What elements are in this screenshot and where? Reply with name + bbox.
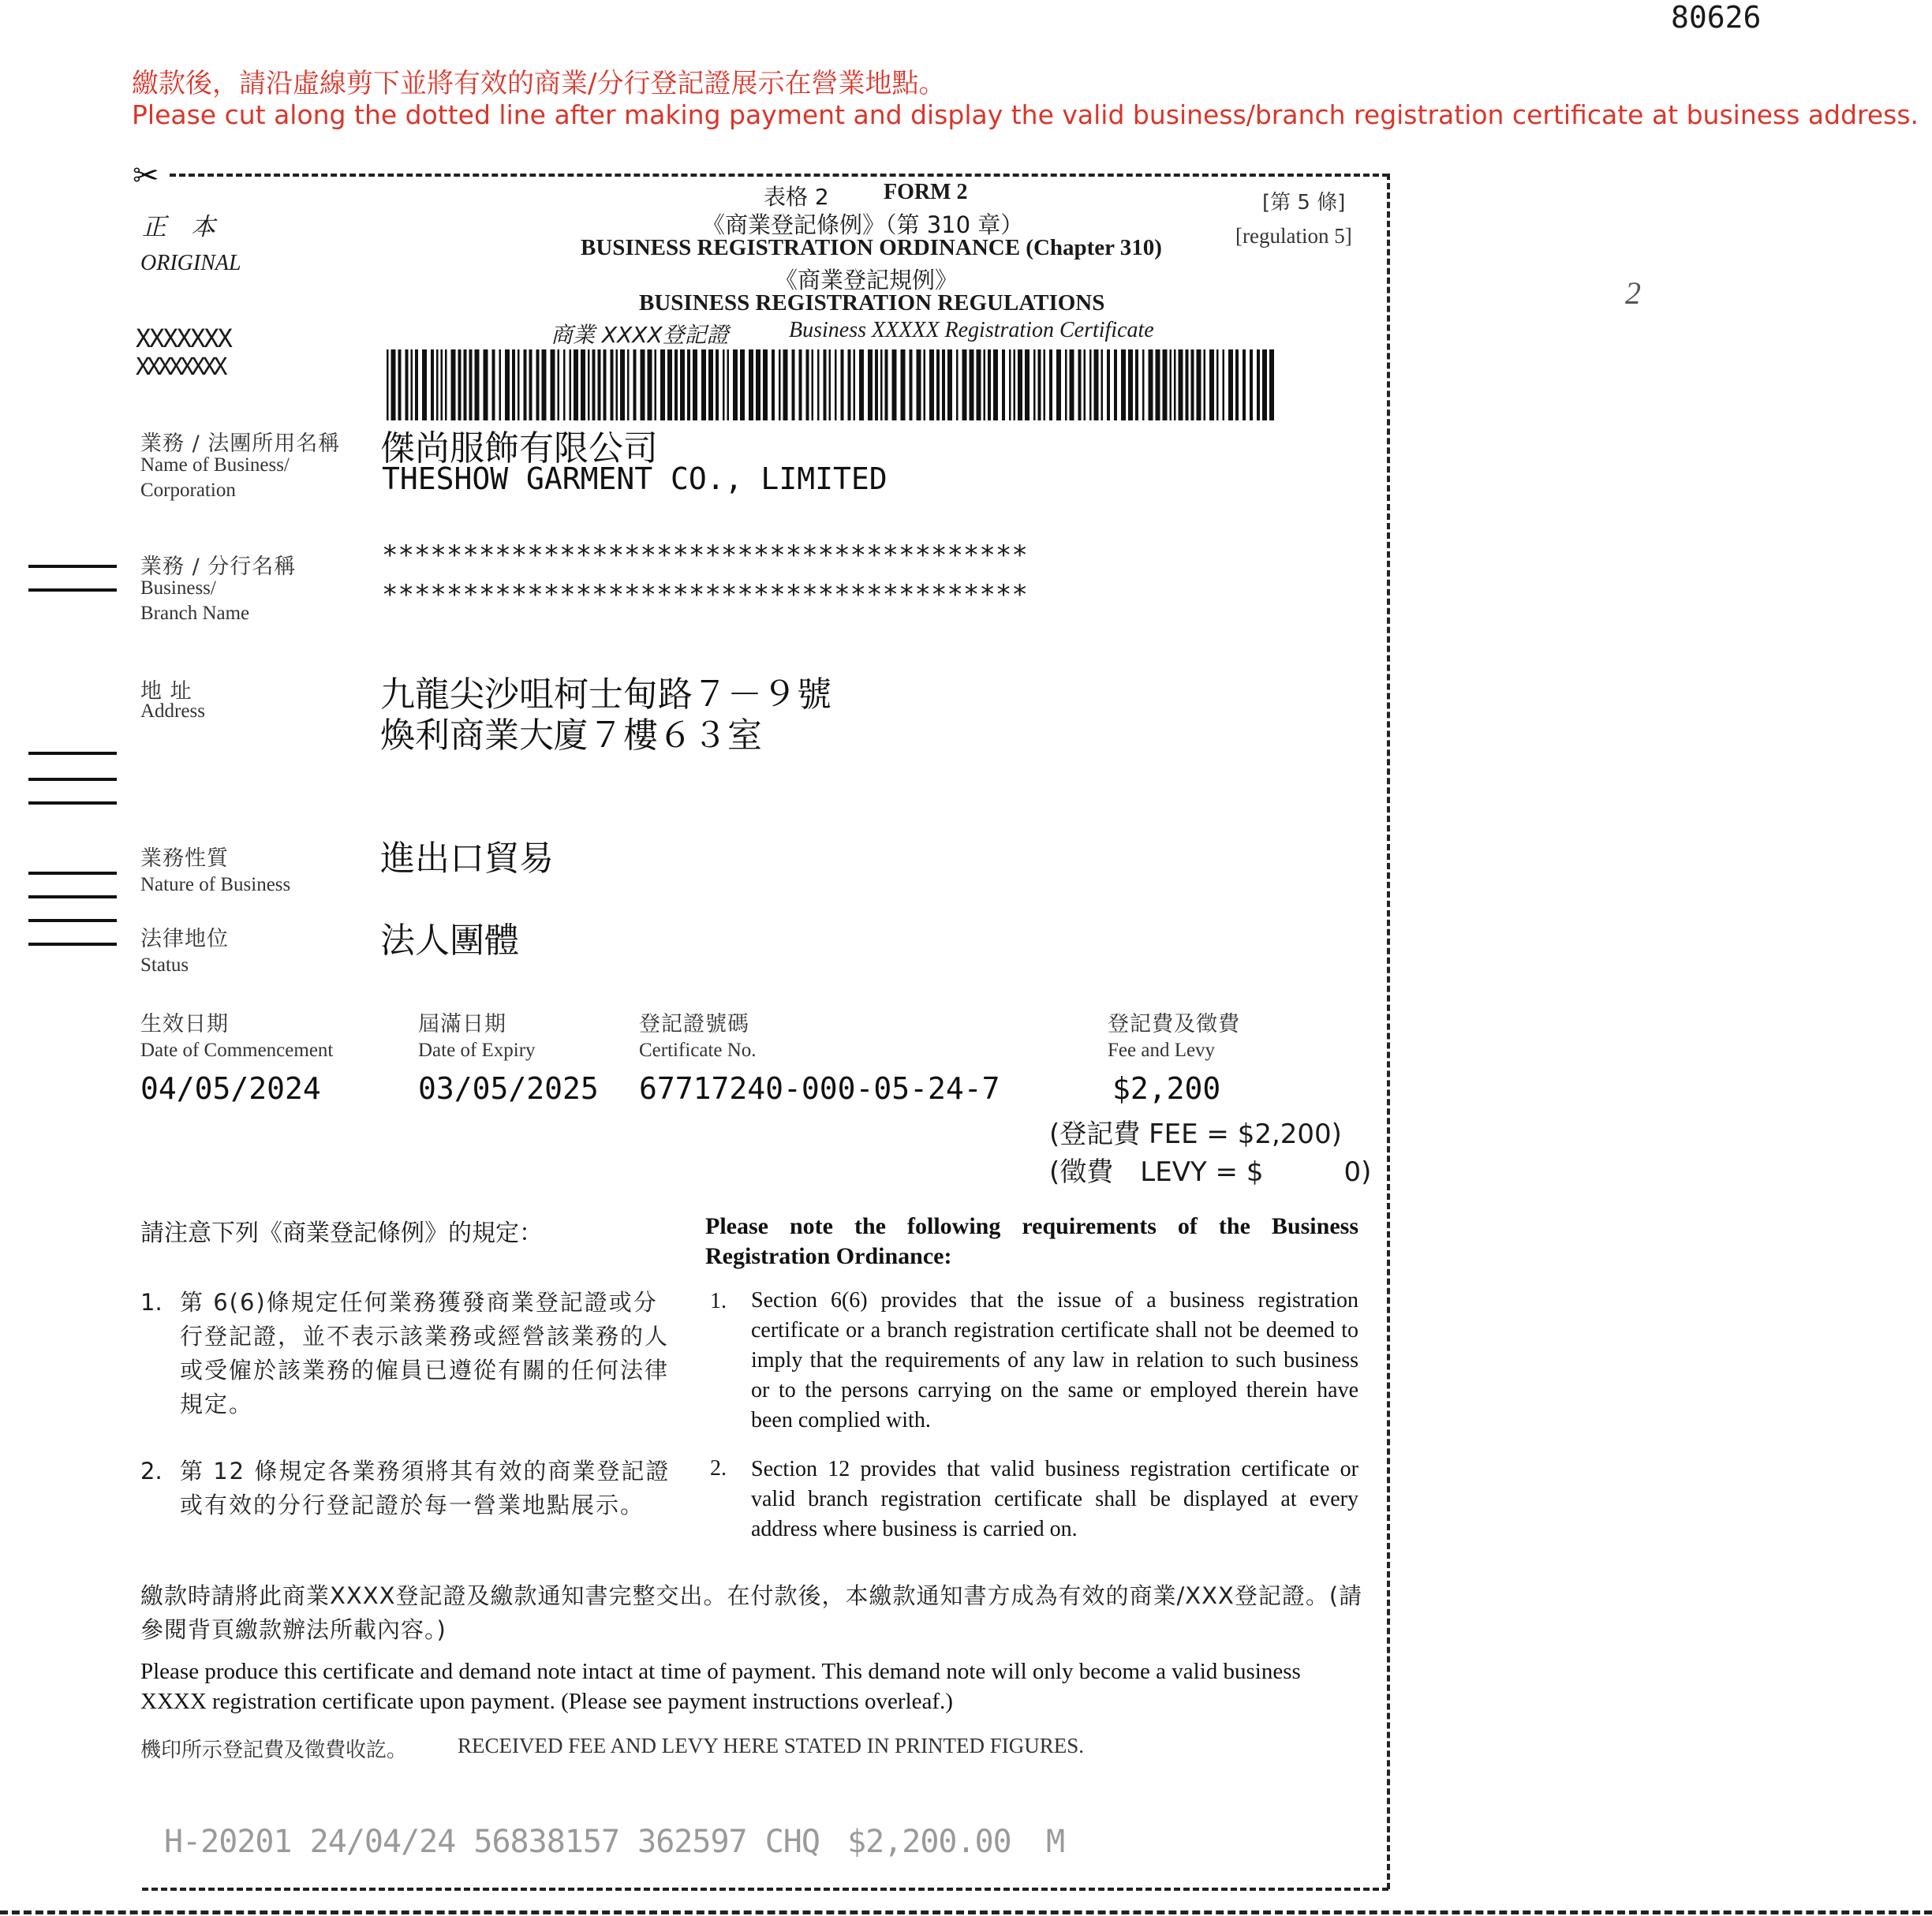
barcode-bar xyxy=(1163,349,1168,420)
barcode-bar xyxy=(824,349,827,420)
business-name-en: THESHOW GARMENT CO., LIMITED xyxy=(382,461,888,496)
branch-label-en-2: Branch Name xyxy=(140,603,250,624)
name-label-en: Name of Business/ xyxy=(140,454,290,476)
barcode-bar xyxy=(733,349,738,420)
instruction-en: Please cut along the dotted line after making payment and display the valid business/branch registration certificate at business address. xyxy=(132,99,1919,130)
barcode-bar xyxy=(763,349,768,420)
barcode-bar xyxy=(620,349,625,420)
barcode-bar xyxy=(892,349,897,420)
note-2-en: Section 12 provides that valid business registration certificate or valid branch registration certificate shall be displayed at every address where business is carried on. xyxy=(751,1457,1358,1541)
received-note-en: RECEIVED FEE AND LEVY HERE STATED IN PRINTED FIGURES. xyxy=(458,1734,1085,1757)
barcode-bar xyxy=(524,349,527,420)
certificate-title-zh: 商業 XXXX登記證 xyxy=(551,322,729,348)
barcode-bar xyxy=(469,349,473,420)
barcode-bar xyxy=(464,349,467,420)
barcode-bar xyxy=(648,349,652,420)
note-2-zh: 第 12 條規定各業務須將其有效的商業登記證或有效的分行登記證於每一營業地點展示。 xyxy=(180,1458,671,1518)
legal-status: 法人團體 xyxy=(380,921,519,961)
crossed-out-text: XXXXXXXX xyxy=(136,353,225,381)
note-number: 1. xyxy=(710,1289,727,1313)
barcode-bar xyxy=(581,349,585,420)
receipt-amount: $2,200.00 xyxy=(847,1824,1011,1860)
form-number-en: FORM 2 xyxy=(884,180,968,204)
payment-note-en: Please produce this certificate and demand note intact at time of payment. This demand note will only become a valid business XXXX registration certificate upon payment. (Please see payment instructions overleaf.) xyxy=(140,1659,1301,1714)
barcode-bar xyxy=(633,349,637,420)
barcode-bar xyxy=(1078,349,1082,420)
barcode-bar xyxy=(977,349,981,420)
received-note-zh: 機印所示登記費及徵費收訖。 xyxy=(140,1739,408,1762)
barcode xyxy=(387,349,1274,420)
crossed-out-text: XXXXXXX xyxy=(136,323,231,353)
barcode-bar xyxy=(947,349,952,420)
note-number: 1. xyxy=(140,1289,163,1316)
barcode-bar xyxy=(415,349,418,420)
barcode-bar xyxy=(806,349,809,420)
margin-mark xyxy=(28,778,117,781)
barcode-bar xyxy=(708,349,713,420)
barcode-bar xyxy=(627,349,630,420)
barcode-bar xyxy=(1002,349,1005,420)
barcode-bar xyxy=(574,349,578,420)
barcode-bar xyxy=(1025,349,1030,420)
barcode-bar xyxy=(536,349,540,420)
margin-mark xyxy=(28,565,117,568)
barcode-bar xyxy=(910,349,913,420)
barcode-bar xyxy=(962,349,967,420)
receipt-imprint: H-20201 24/04/24 56838157 362597 CHQ xyxy=(164,1824,820,1860)
barcode-bar xyxy=(592,349,596,420)
barcode-bar xyxy=(436,349,439,420)
nature-label-en: Nature of Business xyxy=(140,874,291,895)
margin-mark xyxy=(28,801,117,805)
receipt-code: M xyxy=(1046,1824,1066,1860)
barcode-bar xyxy=(841,349,844,420)
barcode-bar xyxy=(1191,349,1194,420)
certificate-number: 67717240-000-05-24-7 xyxy=(639,1071,1000,1106)
barcode-bar xyxy=(701,349,706,420)
barcode-bar xyxy=(680,349,685,420)
barcode-bar xyxy=(1094,349,1099,420)
barcode-bar xyxy=(604,349,607,420)
cut-line-top xyxy=(170,174,1388,177)
barcode-bar xyxy=(405,349,409,420)
barcode-bar xyxy=(558,349,560,420)
barcode-bar xyxy=(422,349,427,420)
regulation-ref-en: [regulation 5] xyxy=(1235,224,1352,248)
fee-breakdown: (登記費 FEE = $2,200) xyxy=(1049,1119,1342,1150)
branch-label-zh: 業務 / 分行名稱 xyxy=(140,555,297,579)
barcode-bar xyxy=(1009,349,1011,420)
barcode-bar xyxy=(667,349,672,420)
note-number: 2. xyxy=(140,1458,163,1485)
barcode-bar xyxy=(848,349,851,420)
fee-total: $2,200 xyxy=(1112,1071,1221,1106)
barcode-bar xyxy=(1197,349,1201,420)
barcode-bar xyxy=(1186,349,1189,420)
barcode-bar xyxy=(875,349,878,420)
document-number: 80626 xyxy=(1671,0,1762,35)
barcode-bar xyxy=(1044,349,1046,420)
barcode-bar xyxy=(1149,349,1153,420)
barcode-bar xyxy=(529,349,533,420)
barcode-bar xyxy=(542,349,547,420)
barcode-bar xyxy=(693,349,697,420)
regulations-en: BUSINESS REGISTRATION REGULATIONS xyxy=(639,290,1105,316)
address-label-zh: 地 址 xyxy=(140,679,192,704)
barcode-bar xyxy=(984,349,986,420)
margin-mark xyxy=(28,919,117,922)
barcode-bar xyxy=(451,349,456,420)
barcode-bar xyxy=(792,349,795,420)
barcode-bar xyxy=(588,349,590,420)
nature-label-zh: 業務性質 xyxy=(140,846,229,871)
barcode-bar xyxy=(398,349,402,420)
barcode-bar xyxy=(936,349,940,420)
business-name-zh: 傑尚服飾有限公司 xyxy=(380,428,658,469)
barcode-bar xyxy=(660,349,665,420)
barcode-bar xyxy=(749,349,753,420)
barcode-bar xyxy=(942,349,945,420)
barcode-bar xyxy=(518,349,520,420)
barcode-bar xyxy=(499,349,502,420)
note-number: 2. xyxy=(710,1456,727,1481)
address-line: 煥利商業大廈７樓６３室 xyxy=(380,715,762,756)
barcode-bar xyxy=(655,349,657,420)
barcode-bar xyxy=(641,349,645,420)
regulation-ref-zh: [第 5 條] xyxy=(1262,191,1346,215)
expiry-label-zh: 屆滿日期 xyxy=(418,1012,506,1036)
barcode-bar xyxy=(1142,349,1145,420)
barcode-bar xyxy=(1101,349,1104,420)
barcode-bar xyxy=(716,349,719,420)
barcode-bar xyxy=(854,349,856,420)
note-1-en: Section 6(6) provides that the issue of a business registration certificate or a branch registration certificate shall not be deemed to imply that the requirements of any law in relation to such business or to the persons carrying on the same or employed therein have been complied with. xyxy=(751,1288,1358,1432)
barcode-bar xyxy=(1033,349,1036,420)
barcode-bar xyxy=(880,349,883,420)
barcode-bar xyxy=(1121,349,1126,420)
cut-line-right xyxy=(1387,174,1390,1889)
barcode-bar xyxy=(512,349,515,420)
barcode-bar xyxy=(1065,349,1067,420)
barcode-bar xyxy=(1170,349,1172,420)
commencement-date: 04/05/2024 xyxy=(140,1071,321,1106)
certificate-no-label-en: Certificate No. xyxy=(639,1040,757,1061)
margin-mark xyxy=(28,588,117,592)
barcode-bar xyxy=(772,349,775,420)
barcode-bar xyxy=(929,349,934,420)
notes-heading-zh: 請注意下列《商業登記條例》的規定： xyxy=(140,1219,543,1247)
barcode-bar xyxy=(1084,349,1086,420)
barcode-bar xyxy=(1089,349,1092,420)
barcode-bar xyxy=(783,349,788,420)
barcode-bar xyxy=(1070,349,1074,420)
barcode-bar xyxy=(924,349,926,420)
barcode-bar xyxy=(598,349,601,420)
margin-mark xyxy=(28,752,117,755)
certificate-title-en: Business XXXXX Registration Certificate xyxy=(789,318,1154,342)
page-edge-line xyxy=(0,1910,1932,1914)
name-label-en-2: Corporation xyxy=(140,480,236,501)
branch-name-line: **************************************** xyxy=(382,579,1028,611)
regulations-zh: 《商業登記規例》 xyxy=(775,267,959,293)
barcode-bar xyxy=(1223,349,1225,420)
ordinance-zh: 《商業登記條例》（第 310 章） xyxy=(702,211,1024,238)
barcode-bar xyxy=(1018,349,1022,420)
expiry-label-en: Date of Expiry xyxy=(418,1040,536,1061)
fee-label-en: Fee and Levy xyxy=(1108,1040,1216,1061)
barcode-bar xyxy=(817,349,820,420)
barcode-bar xyxy=(901,349,906,420)
margin-mark xyxy=(28,895,117,898)
barcode-bar xyxy=(411,349,413,420)
commencement-label-zh: 生效日期 xyxy=(140,1012,229,1036)
barcode-bar xyxy=(956,349,959,420)
commencement-label-en: Date of Commencement xyxy=(140,1040,334,1061)
barcode-bar xyxy=(885,349,888,420)
barcode-bar xyxy=(988,349,991,420)
barcode-bar xyxy=(675,349,678,420)
barcode-bar xyxy=(445,349,447,420)
note-1-zh: 第 6(6)條規定任何業務獲發商業登記證或分行登記證，並不表示該業務或經營該業務的人或受僱於該業務的僱員已遵從有關的任何法律規定。 xyxy=(180,1289,670,1417)
ordinance-en: BUSINESS REGISTRATION ORDINANCE (Chapter 310) xyxy=(581,235,1162,260)
barcode-bar xyxy=(551,349,555,420)
barcode-bar xyxy=(1107,349,1110,420)
barcode-bar xyxy=(970,349,974,420)
scissors-icon: ✂ xyxy=(133,158,159,194)
barcode-bar xyxy=(868,349,873,420)
barcode-bar xyxy=(616,349,618,420)
barcode-bar xyxy=(1262,349,1267,420)
margin-mark xyxy=(28,943,117,946)
certificate-no-label-zh: 登記證號碼 xyxy=(639,1012,749,1036)
barcode-bar xyxy=(484,349,488,420)
barcode-bar xyxy=(799,349,802,420)
barcode-bar xyxy=(458,349,462,420)
barcode-bar xyxy=(1269,349,1274,420)
nature-of-business: 進出口貿易 xyxy=(380,838,554,879)
status-label-zh: 法律地位 xyxy=(140,927,229,951)
form-number-zh: 表格 2 xyxy=(764,184,829,210)
barcode-bar xyxy=(563,349,566,420)
barcode-bar xyxy=(993,349,998,420)
barcode-bar xyxy=(1135,349,1138,420)
instruction-zh: 繳款後，請沿虛線剪下並將有效的商業/分行登記證展示在營業地點。 xyxy=(132,68,946,99)
barcode-bar xyxy=(687,349,690,420)
levy-breakdown: (徵費 LEVY = $ 0) xyxy=(1049,1156,1372,1188)
address-line: 九龍尖沙咀柯士甸路７－９號 xyxy=(380,674,831,715)
barcode-bar xyxy=(1209,349,1214,420)
status-label-en: Status xyxy=(140,954,189,976)
barcode-bar xyxy=(492,349,495,420)
branch-name-line: **************************************** xyxy=(382,540,1028,571)
original-en: ORIGINAL xyxy=(140,251,241,275)
barcode-bar xyxy=(1216,349,1219,420)
barcode-bar xyxy=(570,349,572,420)
barcode-bar xyxy=(859,349,864,420)
barcode-bar xyxy=(1228,349,1233,420)
barcode-bar xyxy=(1014,349,1016,420)
barcode-bar xyxy=(740,349,745,420)
margin-mark xyxy=(28,872,117,875)
barcode-bar xyxy=(723,349,725,420)
barcode-bar xyxy=(779,349,781,420)
barcode-bar xyxy=(391,349,396,420)
barcode-bar xyxy=(1038,349,1041,420)
barcode-bar xyxy=(1204,349,1206,420)
barcode-bar xyxy=(835,349,837,420)
barcode-bar xyxy=(1156,349,1160,420)
barcode-bar xyxy=(1235,349,1239,420)
barcode-bar xyxy=(475,349,480,420)
cut-line-bottom xyxy=(142,1888,1388,1891)
name-label-zh: 業務 / 法團所用名稱 xyxy=(140,431,341,456)
barcode-bar xyxy=(1128,349,1133,420)
barcode-bar xyxy=(1243,349,1246,420)
barcode-bar xyxy=(829,349,831,420)
barcode-bar xyxy=(1250,349,1253,420)
fee-label-zh: 登記費及徵費 xyxy=(1108,1012,1240,1036)
barcode-bar xyxy=(1056,349,1061,420)
address-label-en: Address xyxy=(140,700,205,722)
expiry-date: 03/05/2025 xyxy=(418,1071,599,1106)
barcode-bar xyxy=(917,349,921,420)
barcode-bar xyxy=(1179,349,1183,420)
barcode-bar xyxy=(387,349,389,420)
original-zh: 正 本 xyxy=(142,213,215,241)
notes-heading-en: Please note the following requirements of the Business Registration Ordinance: xyxy=(705,1213,1358,1269)
barcode-bar xyxy=(1257,349,1260,420)
payment-note-zh: 繳款時請將此商業XXXX登記證及繳款通知書完整交出。在付款後，本繳款通知書方成為有效的商業/XXX登記證。(請參閱背頁繳款辦法所載內容。) xyxy=(140,1582,1363,1643)
branch-label-en: Business/ xyxy=(140,577,216,599)
barcode-bar xyxy=(727,349,730,420)
barcode-bar xyxy=(505,349,510,420)
barcode-bar xyxy=(1049,349,1052,420)
barcode-bar xyxy=(441,349,443,420)
handwritten-mark: 2 xyxy=(1625,275,1641,311)
barcode-bar xyxy=(1114,349,1117,420)
barcode-bar xyxy=(812,349,814,420)
barcode-bar xyxy=(1174,349,1176,420)
barcode-bar xyxy=(756,349,760,420)
barcode-bar xyxy=(611,349,614,420)
barcode-bar xyxy=(431,349,434,420)
